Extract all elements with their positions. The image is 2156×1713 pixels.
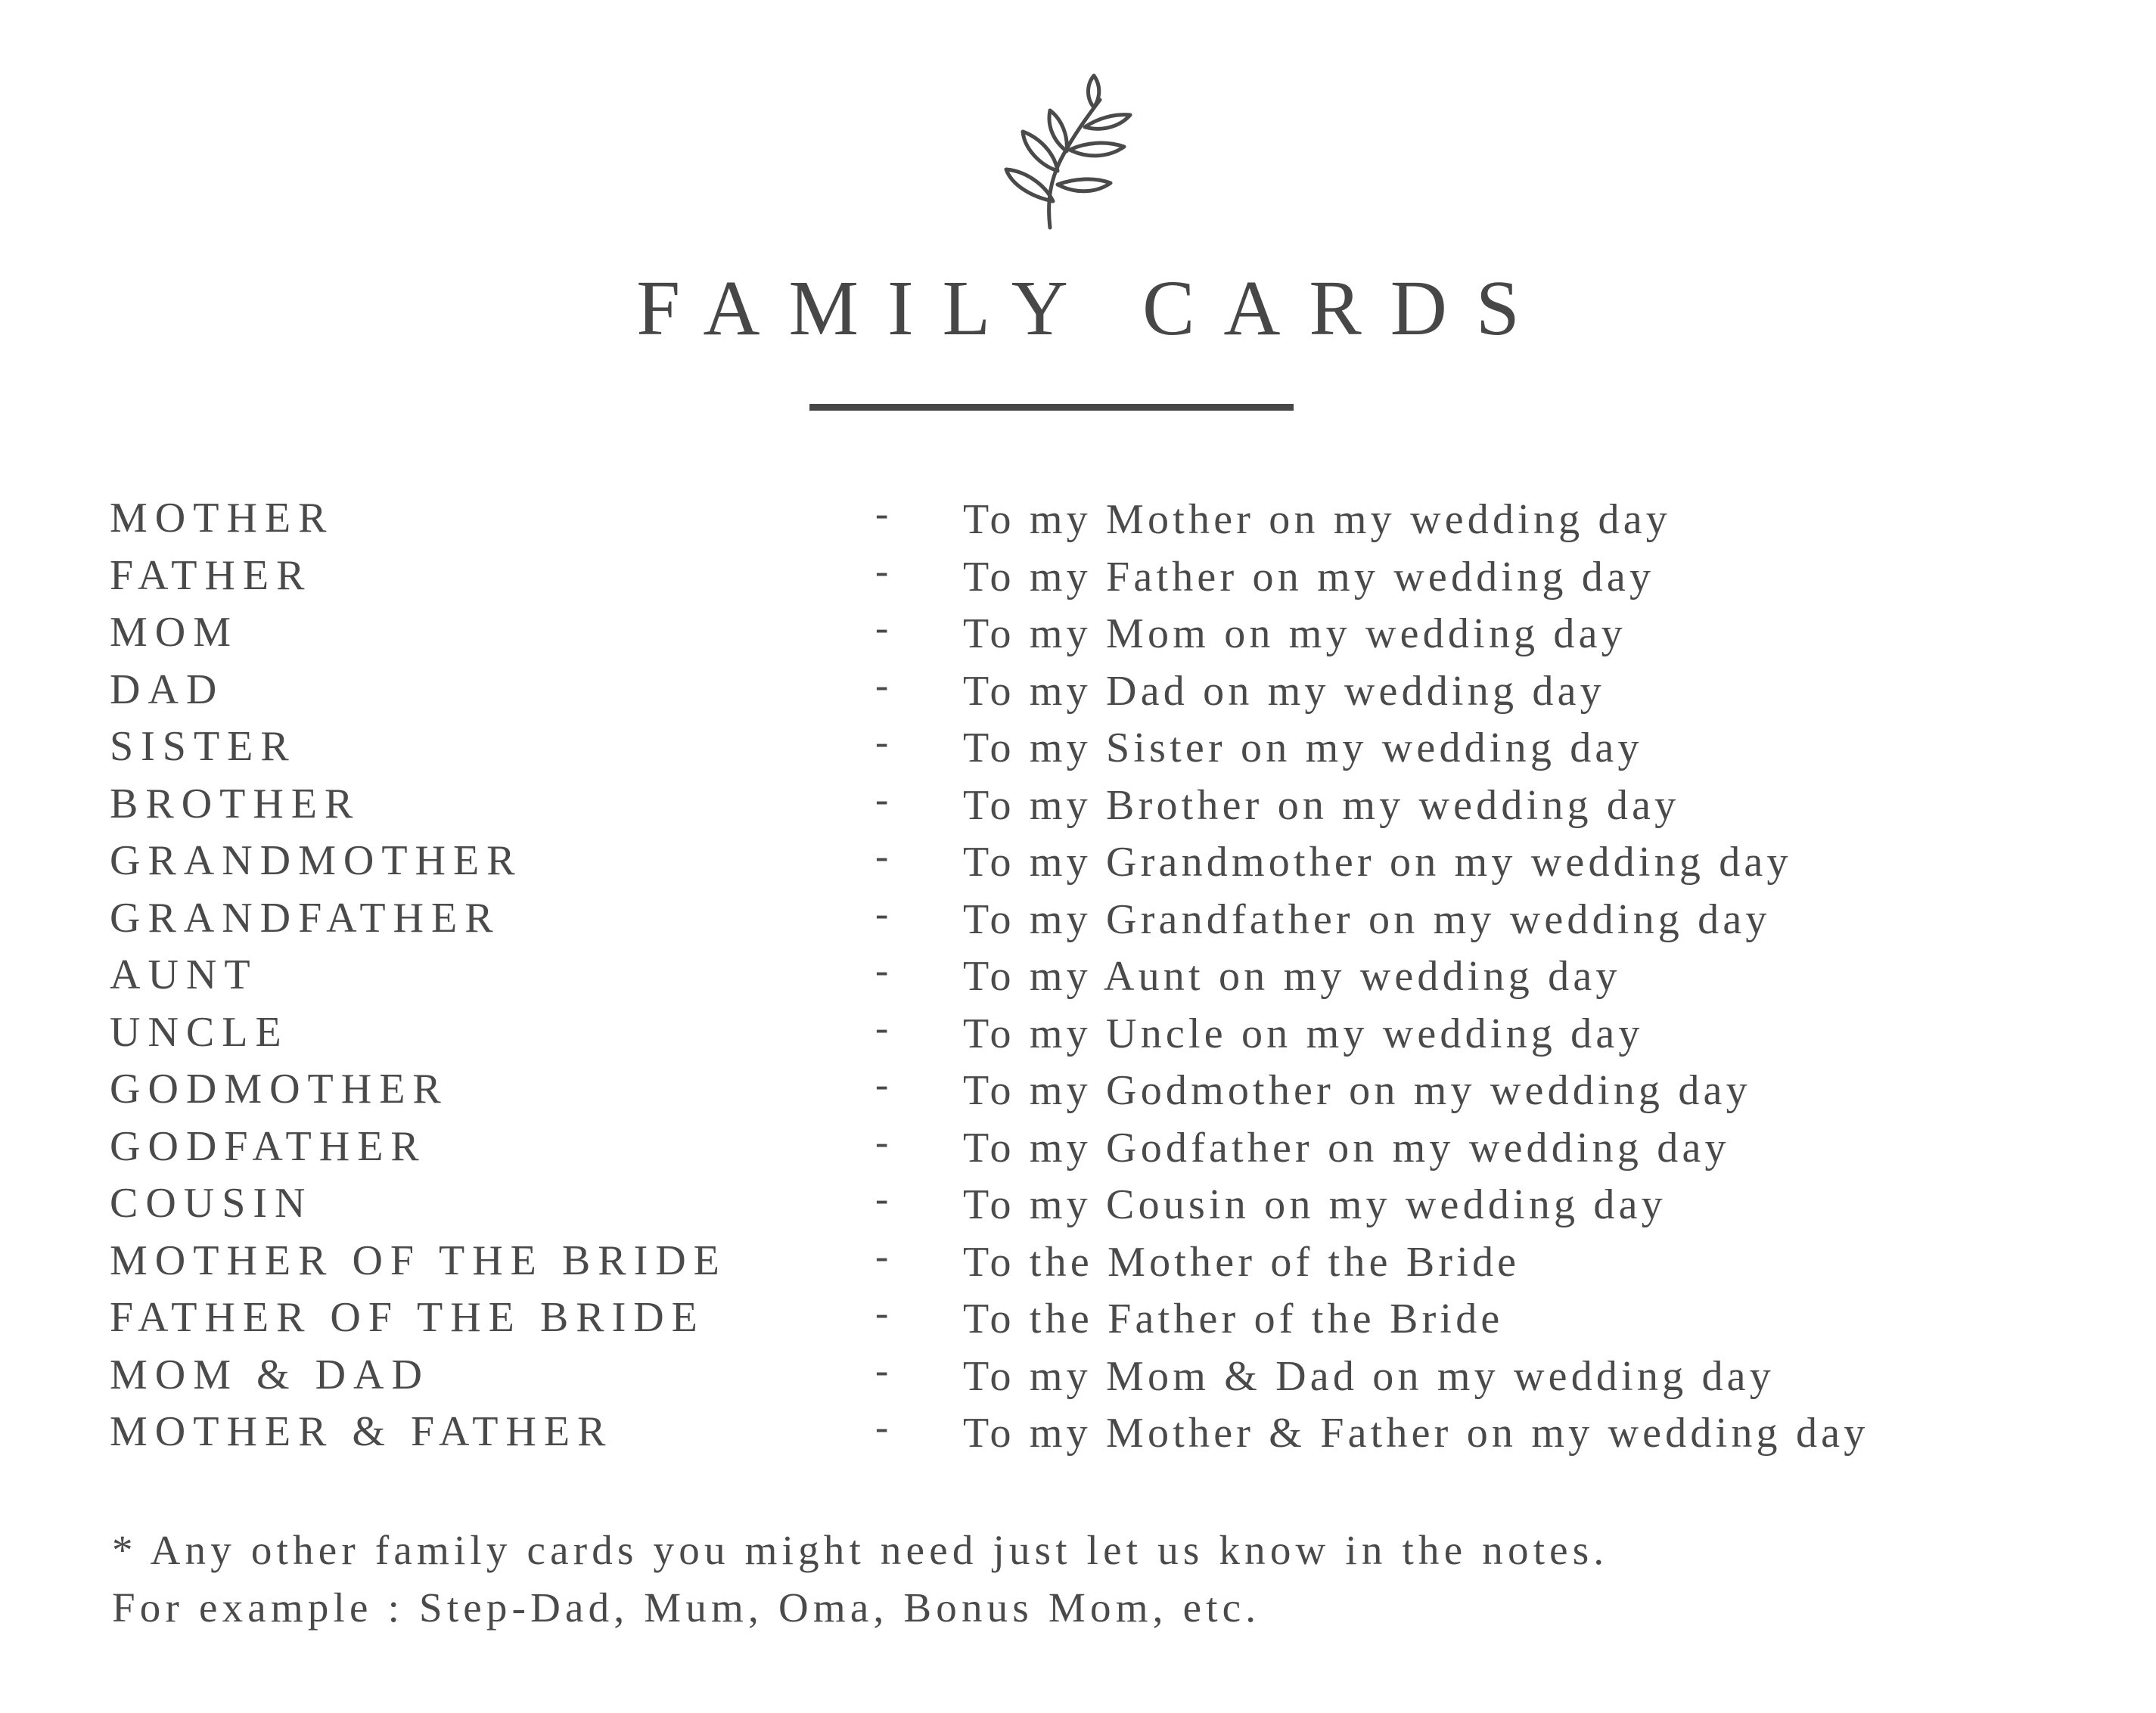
card-separator: - (875, 663, 889, 707)
leaf-sprig-icon (980, 73, 1135, 231)
card-message: To my Godfather on my wedding day (963, 1124, 1730, 1171)
card-separator: - (875, 1234, 889, 1278)
card-row (110, 1004, 2077, 1062)
card-message: To my Mother & Father on my wedding day (963, 1410, 1869, 1457)
page-title: FAMILY CARDS (636, 265, 1549, 352)
card-message: To my Cousin on my wedding day (963, 1181, 1667, 1228)
card-message: To the Father of the Bride (963, 1296, 1504, 1342)
card-message: To the Mother of the Bride (963, 1238, 1521, 1286)
card-separator: - (875, 549, 889, 593)
card-row (110, 776, 2077, 833)
card-row (110, 833, 2077, 890)
card-separator: - (875, 1348, 889, 1392)
card-label: MOM & DAD (110, 1351, 430, 1398)
card-row (110, 890, 2077, 948)
card-separator: - (875, 835, 889, 878)
card-separator: - (875, 607, 889, 650)
card-message: To my Father on my wedding day (963, 553, 1655, 600)
card-label: COUSIN (110, 1180, 313, 1227)
title-divider (809, 404, 1294, 411)
card-row (110, 1233, 2077, 1290)
card-row (110, 1347, 2077, 1404)
card-separator: - (875, 777, 889, 821)
card-separator: - (875, 1006, 889, 1050)
card-label: GODFATHER (110, 1122, 427, 1170)
card-label: AUNT (110, 951, 258, 998)
card-label: GRANDMOTHER (110, 837, 523, 884)
card-row (110, 490, 2077, 548)
card-row (110, 1175, 2077, 1233)
card-message: To my Mom on my wedding day (963, 610, 1626, 657)
card-message: To my Mom & Dad on my wedding day (963, 1352, 1775, 1400)
card-message: To my Grandmother on my wedding day (963, 839, 1792, 886)
card-message: To my Aunt on my wedding day (963, 953, 1621, 1000)
family-card-list (110, 490, 2077, 1461)
card-message: To my Mother on my wedding day (963, 496, 1671, 543)
card-separator: - (875, 1120, 889, 1164)
notes (112, 1522, 1608, 1637)
card-label: MOTHER (110, 495, 334, 542)
card-label: MOTHER OF THE BRIDE (110, 1237, 727, 1284)
card-message: To my Sister on my wedding day (963, 725, 1643, 771)
card-separator: - (875, 949, 889, 992)
card-label: BROTHER (110, 780, 361, 827)
card-row (110, 662, 2077, 719)
card-row (110, 548, 2077, 605)
card-row (110, 718, 2077, 776)
card-label: DAD (110, 666, 225, 713)
card-label: MOTHER & FATHER (110, 1408, 614, 1455)
card-separator: - (875, 721, 889, 764)
card-row (110, 1404, 2077, 1461)
notes-line-2: For example : Step-Dad, Mum, Oma, Bonus Mom, etc. (112, 1584, 1261, 1631)
card-separator: - (875, 1178, 889, 1221)
card-message: To my Grandfather on my wedding day (963, 895, 1771, 943)
card-label: GRANDFATHER (110, 894, 501, 942)
card-separator: - (875, 892, 889, 936)
card-row (110, 1061, 2077, 1119)
card-row (110, 947, 2077, 1004)
card-separator: - (875, 1292, 889, 1335)
card-message: To my Brother on my wedding day (963, 781, 1680, 829)
card-separator: - (875, 492, 889, 535)
card-separator: - (875, 1406, 889, 1449)
card-label: UNCLE (110, 1008, 289, 1056)
card-row (110, 604, 2077, 662)
notes-line-1: * Any other family cards you might need just let us know in the notes. (112, 1527, 1609, 1573)
card-row (110, 1119, 2077, 1176)
card-row (110, 1289, 2077, 1347)
card-message: To my Godmother on my wedding day (963, 1067, 1751, 1114)
card-label: SISTER (110, 723, 297, 770)
card-label: FATHER (110, 551, 312, 599)
card-message: To my Uncle on my wedding day (963, 1010, 1644, 1057)
card-label: FATHER OF THE BRIDE (110, 1294, 705, 1341)
card-separator: - (875, 1063, 889, 1106)
card-message: To my Dad on my wedding day (963, 667, 1605, 715)
card-label: MOM (110, 609, 239, 656)
card-label: GODMOTHER (110, 1066, 449, 1113)
